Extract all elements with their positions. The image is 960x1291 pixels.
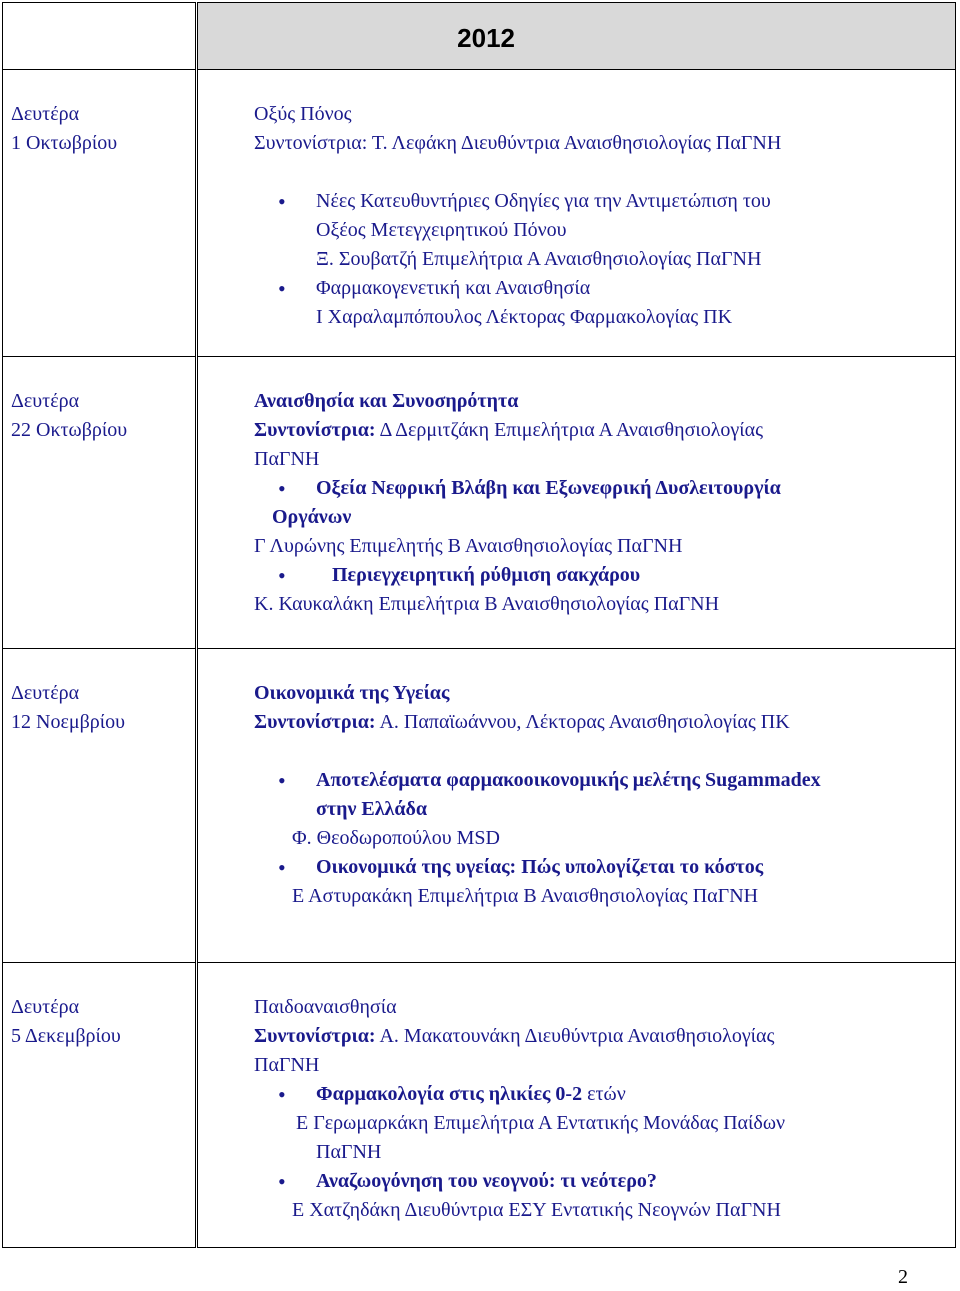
coordinator-label: Συντονίστρια: bbox=[254, 1025, 376, 1047]
talk-title: • Νέες Κατευθυντήριες Οδηγίες για την Αντιμετώπιση του bbox=[316, 190, 771, 212]
talk-item bbox=[254, 561, 955, 590]
talk-title-cont: Οξέος Μετεγχειρητικού Πόνου bbox=[316, 219, 567, 241]
talk-list bbox=[254, 474, 955, 503]
header-year-cell bbox=[197, 3, 956, 70]
talk-item bbox=[254, 766, 955, 853]
date-cell-1 bbox=[3, 70, 197, 357]
talk-title: • Αποτελέσματα φαρμακοοικονομικής μελέτης Sugammadex bbox=[316, 769, 821, 791]
day-label: Δευτέρα bbox=[11, 682, 80, 704]
talk-speaker: Φ. Θεοδωροπούλου MSD bbox=[292, 827, 500, 849]
talk-item bbox=[254, 1167, 955, 1225]
talk-speaker: Ε Χατζηδάκη Διευθύντρια ΕΣΥ Εντατικής Νεογνών ΠαΓΝΗ bbox=[292, 1199, 781, 1221]
year-heading: 2012 bbox=[457, 23, 515, 53]
coordinator-label: Συντονίστρια: bbox=[254, 419, 376, 441]
coordinator-text: Α. Μακατουνάκη Διευθύντρια Αναισθησιολογίας bbox=[375, 1025, 775, 1047]
schedule-table bbox=[2, 2, 956, 1248]
date-label: 12 Νοεμβρίου bbox=[11, 711, 126, 733]
date-label: 1 Οκτωβρίου bbox=[11, 132, 118, 154]
coordinator-text-cont: ΠαΓΝΗ bbox=[254, 448, 320, 470]
date-cell-3 bbox=[3, 649, 197, 963]
coordinator-label: Συντονίστρια: bbox=[254, 711, 376, 733]
talk-speaker: Ε Αστυρακάκη Επιμελήτρια Β Αναισθησιολογίας ΠαΓΝΗ bbox=[292, 885, 759, 907]
talk-item bbox=[254, 1080, 955, 1167]
talk-list bbox=[254, 766, 955, 911]
talk-item bbox=[254, 187, 955, 274]
talk-title: • Οικονομικά της υγείας: Πώς υπολογίζεται το κόστος bbox=[316, 856, 764, 878]
talk-title: • Οξεία Νεφρική Βλάβη και Εξωνεφρική Δυσλειτουργία bbox=[316, 477, 781, 499]
talk-item bbox=[254, 853, 955, 911]
talk-speaker: Κ. Καυκαλάκη Επιμελήτρια Β Αναισθησιολογίας ΠαΓΝΗ bbox=[254, 593, 720, 615]
date-cell-4 bbox=[3, 963, 197, 1248]
talk-title: • Περιεγχειρητική ρύθμιση σακχάρου bbox=[332, 564, 641, 586]
page-number: 2 bbox=[898, 1266, 908, 1288]
coordinator-text-cont: ΠαΓΝΗ bbox=[254, 1054, 320, 1076]
session-title: Οικονομικά της Υγείας bbox=[254, 682, 450, 704]
talk-speaker: Ι Χαραλαμπόπουλος Λέκτορας Φαρμακολογίας ΠΚ bbox=[316, 306, 733, 328]
talk-list bbox=[254, 187, 955, 332]
date-label: 22 Οκτωβρίου bbox=[11, 419, 128, 441]
header-left-cell bbox=[3, 3, 197, 70]
talk-title: • Φαρμακογενετική και Αναισθησία bbox=[316, 277, 591, 299]
talk-item bbox=[254, 474, 955, 503]
content-cell-1 bbox=[197, 70, 956, 357]
coordinator-text: Α. Παπαϊωάννου, Λέκτορας Αναισθησιολογίας ΠΚ bbox=[375, 711, 790, 733]
coordinator-text: Τ. Λεφάκη Διευθύντρια Αναισθησιολογίας ΠαΓΝΗ bbox=[367, 132, 782, 154]
talk-speaker: Ξ. Σουβατζή Επιμελήτρια Α Αναισθησιολογίας ΠαΓΝΗ bbox=[316, 248, 762, 270]
coordinator-label: Συντονίστρια: bbox=[254, 132, 368, 154]
talk-title: • Αναζωογόνηση του νεογνού: τι νεότερο? bbox=[316, 1170, 657, 1192]
content-cell-3 bbox=[197, 649, 956, 963]
day-label: Δευτέρα bbox=[11, 103, 80, 125]
content-cell-2 bbox=[197, 357, 956, 649]
date-label: 5 Δεκεμβρίου bbox=[11, 1025, 121, 1047]
talk-title-cont: Οργάνων bbox=[272, 506, 352, 528]
talk-title-suffix: ετών bbox=[582, 1083, 626, 1105]
day-label: Δευτέρα bbox=[11, 996, 80, 1018]
talk-title: Φαρμακολογία στις ηλικίες 0-2 bbox=[316, 1083, 583, 1105]
talk-speaker-cont: ΠαΓΝΗ bbox=[316, 1141, 382, 1163]
talk-title-cont: στην Ελλάδα bbox=[316, 798, 428, 820]
session-title: Παιδοαναισθησία bbox=[254, 996, 397, 1018]
session-title: Οξύς Πόνος bbox=[254, 103, 352, 125]
talk-list bbox=[254, 1080, 955, 1225]
coordinator-text: Δ Δερμιτζάκη Επιμελήτρια Α Αναισθησιολογίας bbox=[375, 419, 764, 441]
talk-speaker: Ε Γερωμαρκάκη Επιμελήτρια Α Εντατικής Μονάδας Παίδων bbox=[296, 1112, 786, 1134]
talk-speaker: Γ Λυρώνης Επιμελητής Β Αναισθησιολογίας ΠαΓΝΗ bbox=[254, 535, 683, 557]
talk-list bbox=[254, 561, 955, 590]
day-label: Δευτέρα bbox=[11, 390, 80, 412]
session-title: Αναισθησία και Συνοσηρότητα bbox=[254, 390, 519, 412]
content-cell-4 bbox=[197, 963, 956, 1248]
talk-item bbox=[254, 274, 955, 332]
date-cell-2 bbox=[3, 357, 197, 649]
